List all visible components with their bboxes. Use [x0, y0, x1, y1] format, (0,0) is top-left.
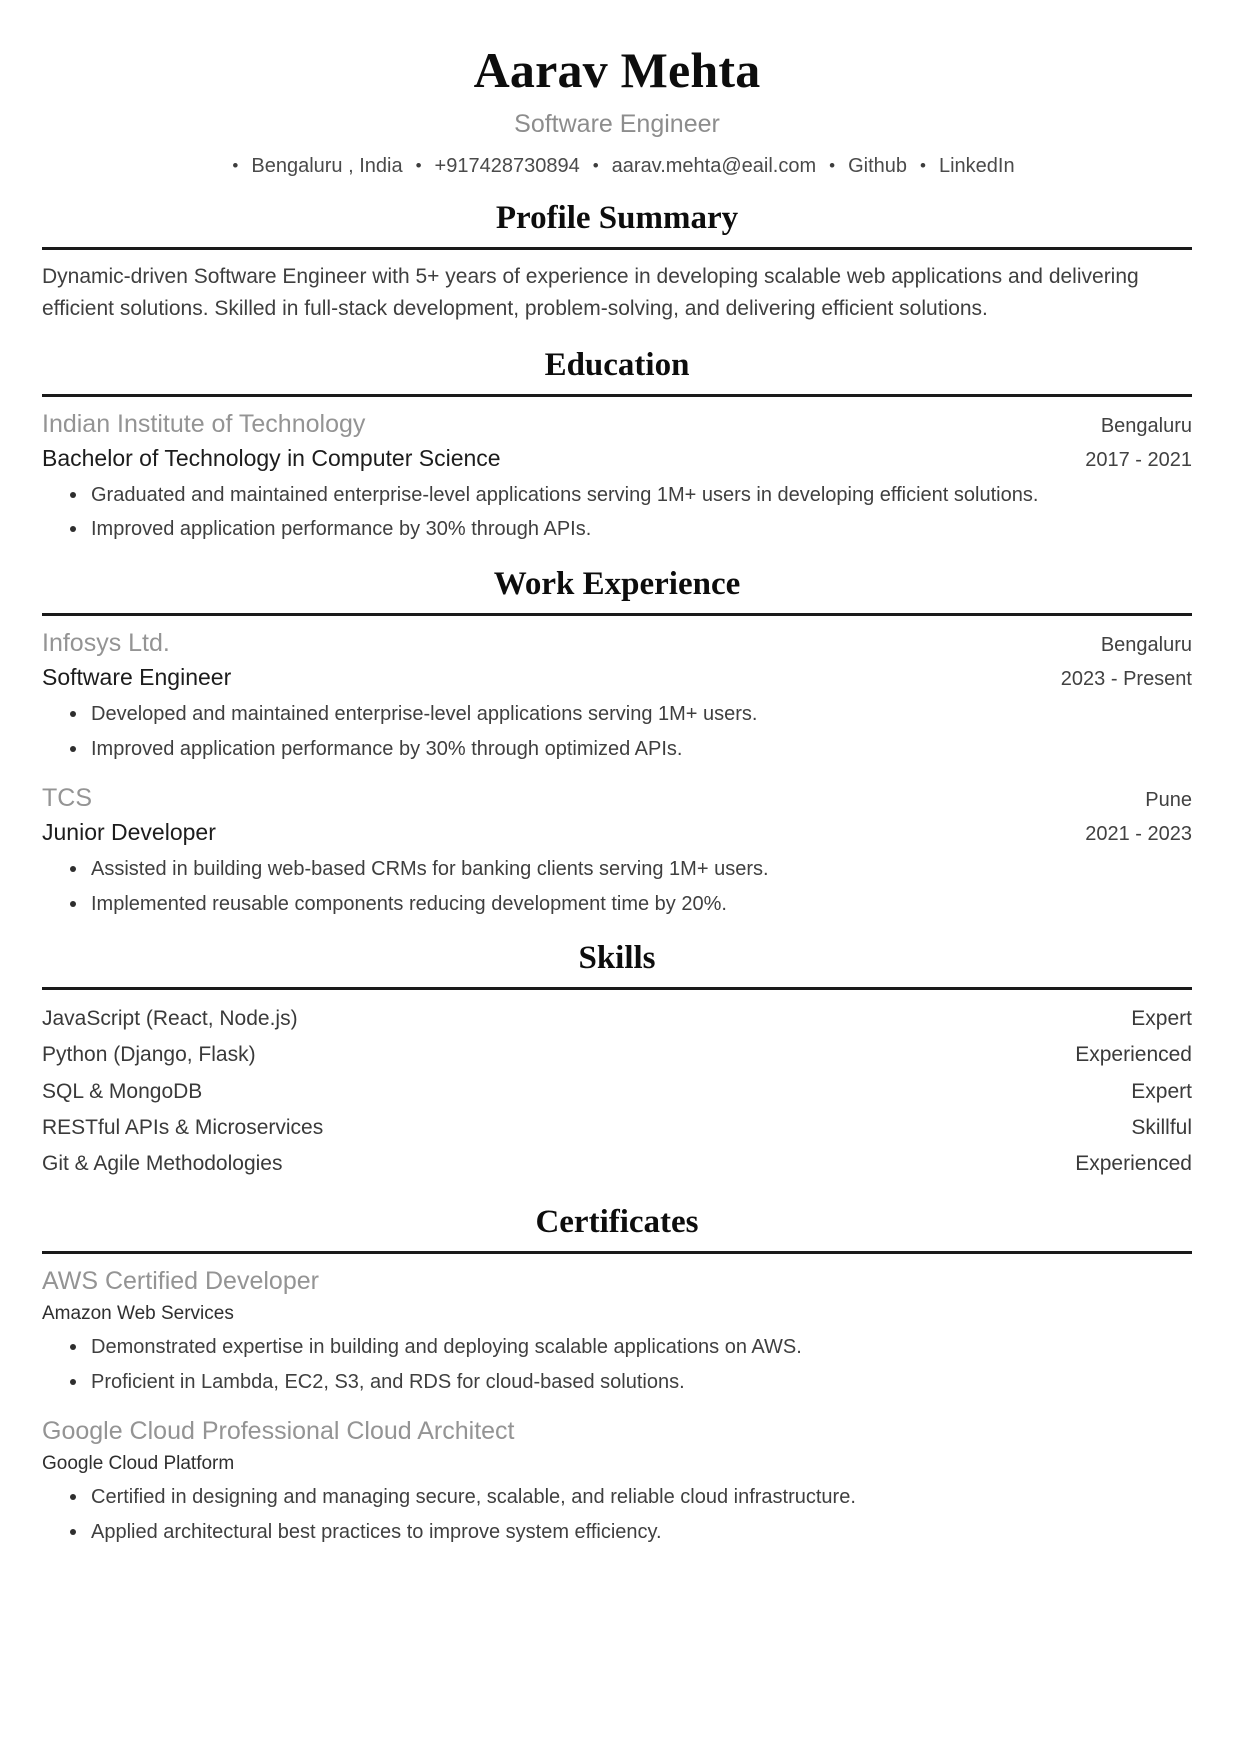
- section-title-profile-summary: Profile Summary: [495, 200, 739, 236]
- section-education: [42, 347, 1192, 544]
- section-title-education: Education: [544, 346, 690, 383]
- entry-title: Junior Developer: [42, 819, 216, 846]
- candidate-role: Software Engineer: [514, 110, 720, 138]
- contact-item[interactable]: Bengaluru , India: [251, 155, 403, 177]
- contact-item[interactable]: +917428730894: [434, 155, 580, 177]
- section-profile-summary: [42, 200, 1192, 325]
- section-divider: [42, 247, 1192, 250]
- skills-list: [42, 1001, 1192, 1182]
- entry-dates: 2021 - 2023: [1085, 823, 1192, 846]
- certificate-name: AWS Certified Developer: [42, 1267, 319, 1296]
- entry-location: Pune: [1145, 788, 1192, 811]
- resume-header: [42, 42, 1192, 178]
- section-divider: [42, 1251, 1192, 1254]
- bullet-item: Applied architectural best practices to improve system efficiency.: [64, 1518, 1192, 1546]
- section-divider: [42, 613, 1192, 616]
- skill-row: [42, 1074, 1192, 1110]
- section-title-certificates: Certificates: [535, 1204, 699, 1241]
- skill-name: SQL & MongoDB: [42, 1079, 203, 1103]
- bullet-item: Demonstrated expertise in building and deploying scalable applications on AWS.: [64, 1333, 1192, 1361]
- contact-separator-bullet-icon: •: [232, 156, 239, 175]
- section-title-skills: Skills: [578, 940, 656, 977]
- bullet-item: Improved application performance by 30% through optimized APIs.: [64, 735, 1192, 763]
- contact-item[interactable]: LinkedIn: [938, 155, 1015, 177]
- skill-level: Skillful: [1131, 1115, 1192, 1139]
- entry-title: Bachelor of Technology in Computer Science: [42, 445, 501, 472]
- entry-org-row: [42, 408, 1192, 441]
- bullet-list: [42, 1483, 1192, 1546]
- certificate-issuer: Amazon Web Services: [42, 1302, 234, 1324]
- bullet-item: Developed and maintained enterprise-level applications serving 1M+ users.: [64, 700, 1192, 728]
- section-skills: [42, 940, 1192, 1182]
- certificate-entry: [42, 1265, 1192, 1396]
- candidate-name: Aarav Mehta: [473, 42, 761, 98]
- entry-title: Software Engineer: [42, 664, 232, 691]
- entry-location: Bengaluru: [1100, 633, 1192, 656]
- certificate-issuer: Google Cloud Platform: [42, 1452, 235, 1474]
- bullet-item: Improved application performance by 30% through APIs.: [64, 515, 1192, 543]
- entry-title-row: [42, 444, 1192, 474]
- entry-title-row: [42, 663, 1192, 693]
- skill-row: [42, 1001, 1192, 1037]
- entry-location: Bengaluru: [1100, 414, 1192, 437]
- entry-organization: Infosys Ltd.: [42, 628, 170, 657]
- skill-name: Python (Django, Flask): [42, 1043, 256, 1067]
- entry-organization: TCS: [42, 783, 92, 812]
- section-certificates: [42, 1204, 1192, 1546]
- section-title-work-experience: Work Experience: [493, 565, 741, 602]
- bullet-item: Assisted in building web-based CRMs for banking clients serving 1M+ users.: [64, 855, 1192, 883]
- bullet-list: [42, 700, 1192, 763]
- entry-dates: 2017 - 2021: [1085, 449, 1192, 472]
- entry-title-row: [42, 818, 1192, 848]
- bullet-item: Proficient in Lambda, EC2, S3, and RDS for cloud-based solutions.: [64, 1368, 1192, 1396]
- contact-item[interactable]: aarav.mehta@eail.com: [611, 155, 817, 177]
- experience-entry: [42, 627, 1192, 763]
- bullet-item: Certified in designing and managing secure, scalable, and reliable cloud infrastructure.: [64, 1483, 1192, 1511]
- contact-item[interactable]: Github: [848, 155, 908, 177]
- skill-name: JavaScript (React, Node.js): [42, 1007, 298, 1031]
- bullet-list: [42, 855, 1192, 918]
- contact-separator-bullet-icon: •: [829, 156, 836, 175]
- entry-org-row: [42, 627, 1192, 660]
- entry-dates: 2023 - Present: [1060, 668, 1192, 691]
- contact-separator-bullet-icon: •: [592, 156, 599, 175]
- profile-summary-text: Dynamic-driven Software Engineer with 5+ years of experience in developing scalable web applications and delivering efficient solutions. Skilled in full-stack development, problem-solving, and delivering efficient solutions.: [42, 264, 1139, 320]
- entry-org-row: [42, 782, 1192, 815]
- contact-line: [42, 155, 1192, 178]
- bullet-list: [42, 1333, 1192, 1396]
- education-entries: [42, 408, 1192, 544]
- experience-entry: [42, 408, 1192, 544]
- skill-level: Expert: [1131, 1007, 1192, 1031]
- certificate-name: Google Cloud Professional Cloud Architect: [42, 1417, 515, 1446]
- skill-row: [42, 1037, 1192, 1073]
- entry-organization: Indian Institute of Technology: [42, 409, 366, 438]
- section-divider: [42, 987, 1192, 990]
- skill-level: Expert: [1131, 1079, 1192, 1103]
- section-work-experience: [42, 566, 1192, 918]
- section-divider: [42, 394, 1192, 397]
- skill-row: [42, 1110, 1192, 1146]
- certificate-entries: [42, 1265, 1192, 1546]
- bullet-list: [42, 481, 1192, 544]
- experience-entry: [42, 782, 1192, 918]
- skill-level: Experienced: [1075, 1152, 1192, 1176]
- skill-row: [42, 1146, 1192, 1182]
- bullet-item: Implemented reusable components reducing development time by 20%.: [64, 890, 1192, 918]
- work-entries: [42, 627, 1192, 918]
- skill-name: RESTful APIs & Microservices: [42, 1115, 324, 1139]
- bullet-item: Graduated and maintained enterprise-level applications serving 1M+ users in developing efficient solutions.: [64, 481, 1192, 509]
- skill-name: Git & Agile Methodologies: [42, 1152, 283, 1176]
- contact-separator-bullet-icon: •: [415, 156, 422, 175]
- certificate-entry: [42, 1415, 1192, 1546]
- skill-level: Experienced: [1075, 1043, 1192, 1067]
- contact-separator-bullet-icon: •: [920, 156, 926, 175]
